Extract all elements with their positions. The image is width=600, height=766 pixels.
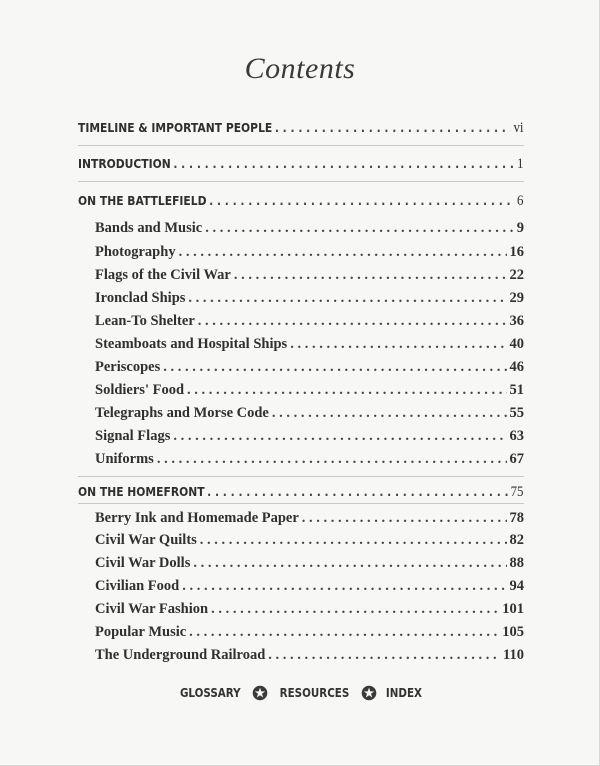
toc-page-number: 36	[509, 313, 524, 329]
dot-leader	[163, 359, 506, 376]
resources-link[interactable]: RESOURCES	[279, 686, 350, 700]
toc-section-timeline[interactable]	[78, 120, 523, 137]
star-in-circle-icon	[361, 685, 377, 701]
dot-leader	[179, 244, 507, 261]
dot-leader	[209, 193, 514, 208]
toc-label: Soldiers' Food	[95, 382, 185, 398]
star-in-circle-icon	[252, 685, 268, 701]
toc-label: Berry Ink and Homemade Paper	[95, 510, 299, 526]
toc-page-number: 40	[509, 336, 524, 352]
dot-leader	[275, 120, 511, 135]
toc-page-number: 67	[509, 451, 524, 467]
toc-item[interactable]	[95, 555, 524, 572]
toc-label: Bands and Music	[95, 220, 203, 236]
toc-page-number: 16	[509, 244, 524, 260]
toc-item[interactable]	[95, 405, 524, 422]
toc-item[interactable]	[95, 359, 524, 376]
footer-nav	[0, 685, 600, 701]
dot-leader	[173, 428, 506, 445]
toc-label: ON THE HOMEFRONT	[78, 484, 205, 499]
toc-label: Signal Flags	[95, 428, 171, 444]
toc-item[interactable]	[95, 382, 524, 399]
toc-item[interactable]	[95, 532, 524, 549]
dot-leader	[272, 405, 507, 422]
toc-item[interactable]	[95, 451, 524, 468]
toc-label: ON THE BATTLEFIELD	[78, 193, 207, 208]
toc-label: Ironclad Ships	[95, 290, 186, 306]
toc-label: The Underground Railroad	[95, 647, 266, 663]
toc-page-number: 29	[509, 290, 524, 306]
toc-section-introduction[interactable]	[78, 156, 523, 173]
toc-label: Steamboats and Hospital Ships	[95, 336, 288, 352]
toc-item[interactable]	[95, 578, 524, 595]
dot-leader	[234, 267, 507, 284]
toc-item[interactable]	[95, 313, 524, 330]
toc-label: Civilian Food	[95, 578, 180, 594]
toc-page-number: 55	[509, 405, 524, 421]
toc-page-number: vi	[513, 120, 524, 136]
dot-leader	[268, 647, 500, 664]
index-link[interactable]: INDEX	[385, 686, 422, 700]
toc-item[interactable]	[95, 647, 524, 664]
toc-item[interactable]	[95, 428, 524, 445]
dot-leader	[182, 578, 506, 595]
toc-page-number: 51	[509, 382, 524, 398]
toc-page-number: 1	[517, 156, 524, 172]
toc-item[interactable]	[95, 244, 524, 261]
dot-leader	[188, 290, 506, 307]
toc-page-number: 9	[516, 220, 524, 236]
toc-page-number: 75	[510, 484, 524, 500]
glossary-link[interactable]: GLOSSARY	[180, 686, 241, 700]
toc-label: Civil War Quilts	[95, 532, 197, 548]
dot-leader	[302, 510, 507, 527]
divider	[78, 503, 524, 504]
toc-page-number: 88	[509, 555, 524, 571]
toc-page-number: 110	[503, 647, 524, 663]
divider	[78, 181, 524, 182]
toc-page-number: 78	[509, 510, 524, 526]
toc-label: INTRODUCTION	[78, 156, 171, 171]
toc-item[interactable]	[95, 290, 524, 307]
dot-leader	[187, 382, 506, 399]
divider	[78, 476, 524, 477]
toc-label: Popular Music	[95, 624, 187, 640]
toc-page-number: 105	[502, 624, 524, 640]
toc-page-number: 82	[509, 532, 524, 548]
toc-page-number: 101	[502, 601, 524, 617]
toc-page-number: 6	[517, 193, 524, 209]
toc-item[interactable]	[95, 510, 524, 527]
toc-label: Uniforms	[95, 451, 154, 467]
toc-item[interactable]	[95, 601, 524, 618]
dot-leader	[211, 601, 499, 618]
toc-item[interactable]	[95, 624, 524, 641]
toc-label: TIMELINE & IMPORTANT PEOPLE	[78, 120, 273, 135]
toc-label: Telegraphs and Morse Code	[95, 405, 269, 421]
dot-leader	[189, 624, 499, 641]
toc-label: Civil War Fashion	[95, 601, 209, 617]
toc-page-number: 63	[509, 428, 524, 444]
toc-page-number: 46	[509, 359, 524, 375]
dot-leader	[207, 484, 508, 499]
toc-label: Periscopes	[95, 359, 161, 375]
toc-section-homefront[interactable]	[78, 484, 523, 501]
dot-leader	[205, 220, 514, 237]
toc-section-battlefield[interactable]	[78, 193, 523, 210]
dot-leader	[198, 313, 507, 330]
toc-item[interactable]	[95, 267, 524, 284]
toc-label: Civil War Dolls	[95, 555, 191, 571]
dot-leader	[157, 451, 507, 468]
toc-page-number: 22	[509, 267, 524, 283]
toc-label: Photography	[95, 244, 176, 260]
toc-item[interactable]	[95, 336, 524, 353]
divider	[78, 145, 524, 146]
toc-label: Lean-To Shelter	[95, 313, 195, 329]
toc-label: Flags of the Civil War	[95, 267, 231, 283]
toc-item[interactable]	[95, 220, 524, 237]
dot-leader	[193, 555, 506, 572]
page-title: Contents	[244, 52, 356, 85]
dot-leader	[173, 156, 514, 171]
dot-leader	[290, 336, 506, 353]
toc-page-number: 94	[509, 578, 524, 594]
dot-leader	[200, 532, 507, 549]
